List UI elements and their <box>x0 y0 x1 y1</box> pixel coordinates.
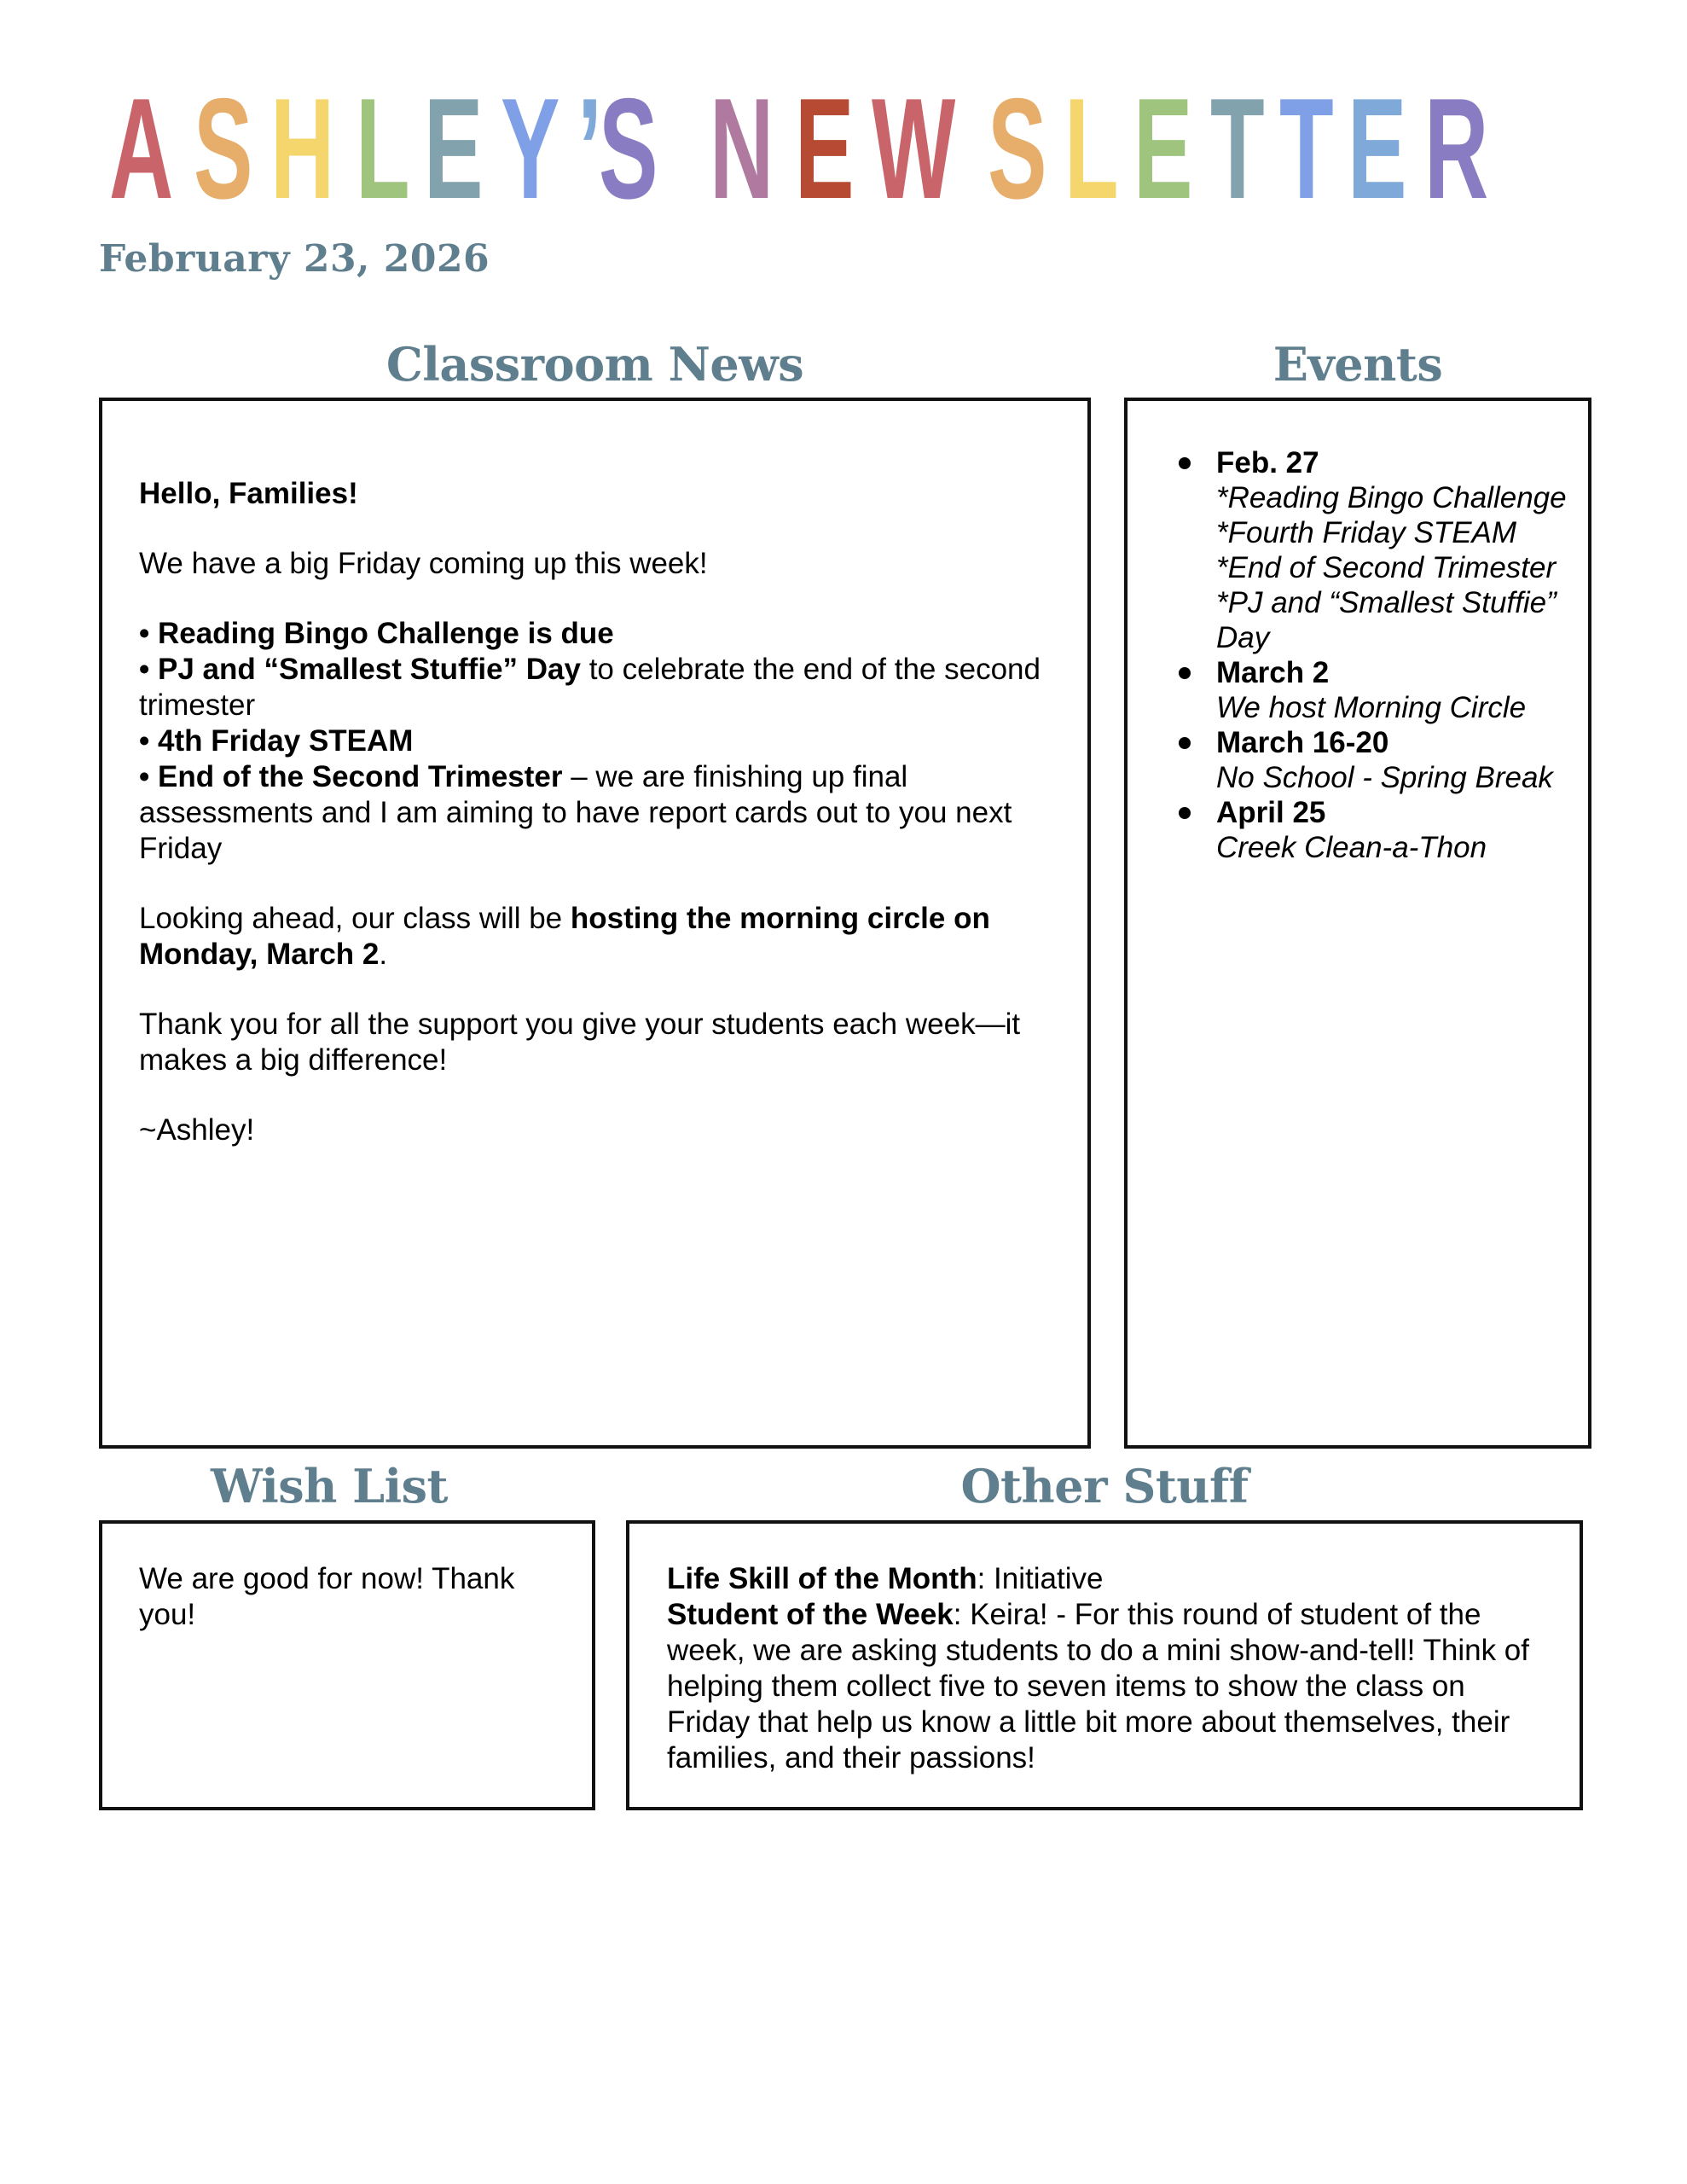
title-letter: E <box>1348 68 1411 229</box>
classroom-news-heading: Classroom News <box>386 337 804 392</box>
thanks-text: Thank you for all the support you give your students each week—it makes a big difference! <box>139 1008 1021 1077</box>
title-letter: W <box>871 68 959 229</box>
event-item <box>1179 795 1571 865</box>
news-bullet-2 <box>139 652 1053 723</box>
title-letter: A <box>109 68 177 229</box>
news-bullet-4-rest: – we are finishing up final assessments and I am aiming to have report cards out to you next Friday <box>139 760 1012 865</box>
news-bullet-4-bold: • End of the Second Trimester <box>139 760 563 793</box>
wish-list-heading: Wish List <box>211 1459 448 1513</box>
signature: ~Ashley! <box>139 1113 255 1147</box>
title-letter: S <box>988 68 1051 229</box>
life-skill-label: Life Skill of the Month <box>667 1562 977 1595</box>
events-heading: Events <box>1272 337 1443 392</box>
title-letter: S <box>194 68 257 229</box>
classroom-news-box <box>99 398 1091 1449</box>
event-description: *End of Second Trimester <box>1216 551 1557 584</box>
bullet-icon <box>1179 457 1191 469</box>
title-letter: L <box>1064 68 1122 229</box>
life-skill-line <box>667 1561 1545 1597</box>
event-item <box>1179 725 1571 795</box>
news-bullet-3 <box>139 723 1053 759</box>
looking-ahead-plain: Looking ahead, our class will be <box>139 902 571 935</box>
intro-text: We have a big Friday coming up this week! <box>139 547 708 580</box>
event-description: Creek Clean-a-Thon <box>1216 831 1487 864</box>
classroom-news-content <box>139 476 1053 1148</box>
title-letter: Y <box>501 68 564 229</box>
news-bullet-2-bold: • PJ and “Smallest Stuffie” Day <box>139 653 581 686</box>
title-letter: L <box>355 68 414 229</box>
greeting: Hello, Families! <box>139 477 358 510</box>
event-item <box>1179 445 1571 655</box>
title-letter: E <box>424 68 487 229</box>
newsletter-title <box>109 68 1510 229</box>
student-of-week-line <box>667 1597 1545 1776</box>
news-bullet-4 <box>139 759 1053 867</box>
student-of-week-value: : Keira! - For this round of student of the week, we are asking students to do a mini show-and-tell! Think of helping them collect five to seven items to show the class on Friday that help us know a little bit more about themselves, their families, and their passions! <box>667 1598 1529 1774</box>
title-letter: T <box>1209 68 1268 229</box>
newsletter-date: February 23, 2026 <box>99 237 490 281</box>
event-description: *Fourth Friday STEAM <box>1216 516 1517 549</box>
title-letter: E <box>794 68 857 229</box>
news-bullet-1 <box>139 616 1053 652</box>
looking-ahead-bold: hosting the morning circle on Monday, March 2 <box>139 902 990 971</box>
title-letter: ’ <box>577 68 606 229</box>
other-stuff-box <box>626 1520 1583 1810</box>
event-item <box>1179 655 1571 725</box>
event-date: March 16-20 <box>1216 726 1389 759</box>
wish-list-box <box>99 1520 595 1810</box>
title-letter: E <box>1133 68 1197 229</box>
events-box <box>1124 398 1591 1449</box>
news-bullet-2-rest: to celebrate the end of the second trimester <box>139 653 1041 722</box>
life-skill-value: : Initiative <box>977 1562 1104 1595</box>
student-of-week-label: Student of the Week <box>667 1598 954 1631</box>
title-letter: N <box>710 68 778 229</box>
news-bullet-1-bold: • Reading Bingo Challenge is due <box>139 617 614 650</box>
event-description: We host Morning Circle <box>1216 691 1527 724</box>
event-date: Feb. 27 <box>1216 446 1319 479</box>
event-date: March 2 <box>1216 656 1330 689</box>
event-description: *PJ and “Smallest Stuffie” Day <box>1216 586 1557 654</box>
events-list <box>1179 445 1571 865</box>
news-bullet-3-bold: • 4th Friday STEAM <box>139 724 414 758</box>
event-description: *Reading Bingo Challenge <box>1216 481 1567 514</box>
bullet-icon <box>1179 807 1191 819</box>
event-date: April 25 <box>1216 796 1326 829</box>
title-letter: S <box>599 68 662 229</box>
title-letter: T <box>1278 68 1336 229</box>
wish-list-text: We are good for now! Thank you! <box>139 1562 515 1631</box>
bullet-icon <box>1179 737 1191 749</box>
other-stuff-heading: Other Stuff <box>960 1459 1249 1513</box>
event-description: No School - Spring Break <box>1216 761 1553 794</box>
title-letter: R <box>1424 68 1493 229</box>
looking-ahead-text <box>139 901 1053 973</box>
bullet-icon <box>1179 667 1191 679</box>
title-letter: H <box>270 68 339 229</box>
looking-ahead-end: . <box>379 938 388 971</box>
